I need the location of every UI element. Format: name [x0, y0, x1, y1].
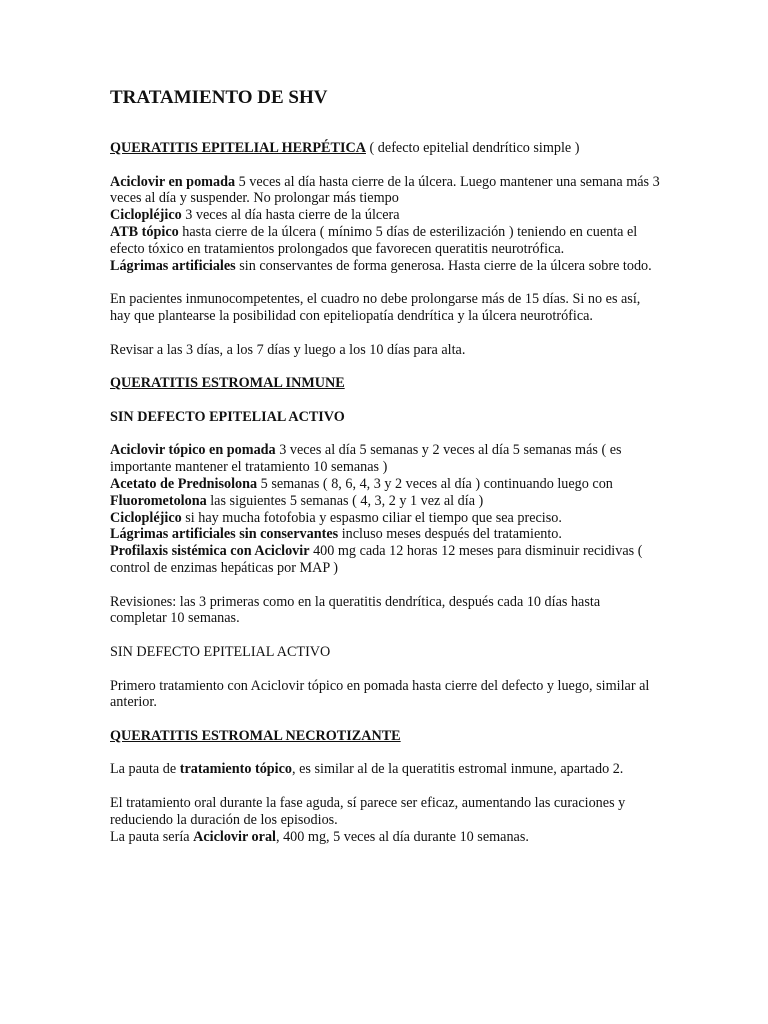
text-line-oral-aguda: El tratamiento oral durante la fase aguda, sí parece ser eficaz, aumentando las curaciones y reduciendo la duración de los episodios. — [110, 795, 626, 828]
treatment-item-aciclovir-topico — [110, 442, 660, 476]
drug-name: Fluorometolona — [110, 492, 207, 509]
section-heading-epitelial: QUERATITIS EPITELIAL HERPÉTICA — [110, 140, 366, 156]
section-heading-estromal-inmune: QUERATITIS ESTROMAL INMUNE — [110, 375, 345, 392]
treatment-list-epitelial — [110, 174, 660, 275]
treatment-list-estromal — [110, 442, 660, 576]
text-run: La pauta sería — [110, 828, 194, 845]
text-run: La pauta de — [110, 761, 180, 778]
treatment-item-atb — [110, 224, 660, 258]
document-title: TRATAMIENTO DE SHV — [110, 87, 328, 108]
drug-instructions: incluso meses después del tratamiento. — [338, 526, 562, 543]
section-heading-note: ( defecto epitelial dendrítico simple ) — [365, 140, 580, 156]
drug-name: Lágrimas artificiales sin conservantes — [110, 526, 339, 543]
text-run: , 400 mg, 5 veces al día durante 10 semanas. — [275, 828, 529, 845]
treatment-item-lagrimas — [110, 258, 660, 275]
drug-instructions: 400 mg cada 12 horas 12 meses para disminuir recidivas ( control de enzimas hepáticas por MAP ) — [110, 543, 643, 576]
paragraph-primero-tratamiento: Primero tratamiento con Aciclovir tópico en pomada hasta cierre del defecto y luego, similar al anterior. — [110, 677, 650, 711]
drug-instructions: sin conservantes de forma generosa. Hasta cierre de la úlcera sobre todo. — [235, 257, 652, 274]
drug-name: Aciclovir tópico en pomada — [110, 442, 276, 459]
subheading-sin-defecto: SIN DEFECTO EPITELIAL ACTIVO — [110, 408, 345, 425]
drug-name: Lágrimas artificiales — [110, 257, 236, 274]
section-heading-necrotizante-row — [110, 728, 660, 745]
drug-instructions: las siguientes 5 semanas ( 4, 3, 2 y 1 vez al día ) — [206, 492, 484, 509]
drug-name: Profilaxis sistémica con Aciclovir — [110, 543, 310, 560]
drug-instructions: 3 veces al día hasta cierre de la úlcera — [181, 207, 400, 224]
subheading-sin-defecto-plain: SIN DEFECTO EPITELIAL ACTIVO — [110, 643, 331, 660]
emphasis-text: tratamiento tópico — [179, 761, 293, 778]
drug-instructions: 3 veces al día 5 semanas y 2 veces al día 5 semanas más ( es importante mantener el tratamiento 10 semanas ) — [110, 442, 622, 476]
drug-name: Aciclovir en pomada — [110, 173, 236, 190]
paragraph-inmunocompetentes: En pacientes inmunocompetentes, el cuadro no debe prolongarse más de 15 días. Si no es así, hay que plantearse la posibilidad con epiteliopatía dendrítica y la úlcera neurotrófica. — [110, 291, 641, 324]
treatment-item-lagrimas — [110, 526, 660, 543]
treatment-item-profilaxis — [110, 543, 660, 577]
drug-instructions: hasta cierre de la úlcera ( mínimo 5 días de esterilización ) teniendo en cuenta el efecto tóxico en tratamientos prolongados que favorecen queratitis neurotrófica. — [110, 223, 638, 257]
treatment-item-cicloplejico — [110, 207, 660, 224]
treatment-item-prednisolona — [110, 476, 660, 510]
section-epitelial-heading-row — [110, 140, 660, 157]
drug-instructions: si hay mucha fotofobia y espasmo ciliar el tiempo que sea preciso. — [181, 509, 562, 526]
text-line-pauta-oral — [110, 829, 660, 846]
drug-name: Ciclopléjico — [110, 509, 182, 526]
document-page — [110, 86, 660, 862]
drug-name: ATB tópico — [110, 223, 179, 240]
drug-name: Ciclopléjico — [110, 207, 182, 224]
paragraph-revisiones: Revisiones: las 3 primeras como en la queratitis dendrítica, después cada 10 días hasta completar 10 semanas. — [110, 593, 601, 627]
drug-instructions: 5 veces al día hasta cierre de la úlcera. Luego mantener una semana más 3 veces al día y suspender. No prolongar más tiempo — [110, 173, 660, 207]
section-heading-necrotizante: QUERATITIS ESTROMAL NECROTIZANTE — [110, 727, 401, 744]
paragraph-revisar: Revisar a las 3 días, a los 7 días y luego a los 10 días para alta. — [110, 341, 466, 358]
section-heading-estromal-inmune-row — [110, 375, 660, 392]
treatment-item-aciclovir — [110, 174, 660, 208]
paragraph-tratamiento-oral — [110, 795, 660, 845]
drug-name: Aciclovir oral — [193, 828, 276, 845]
text-run: , es similar al de la queratitis estromal inmune, apartado 2. — [292, 761, 624, 778]
drug-instructions: 5 semanas ( 8, 6, 4, 3 y 2 veces al día ) continuando luego con — [257, 475, 613, 492]
treatment-item-cicloplejico — [110, 510, 660, 527]
paragraph-pauta-topico — [110, 761, 660, 778]
drug-name: Acetato de Prednisolona — [110, 475, 258, 492]
